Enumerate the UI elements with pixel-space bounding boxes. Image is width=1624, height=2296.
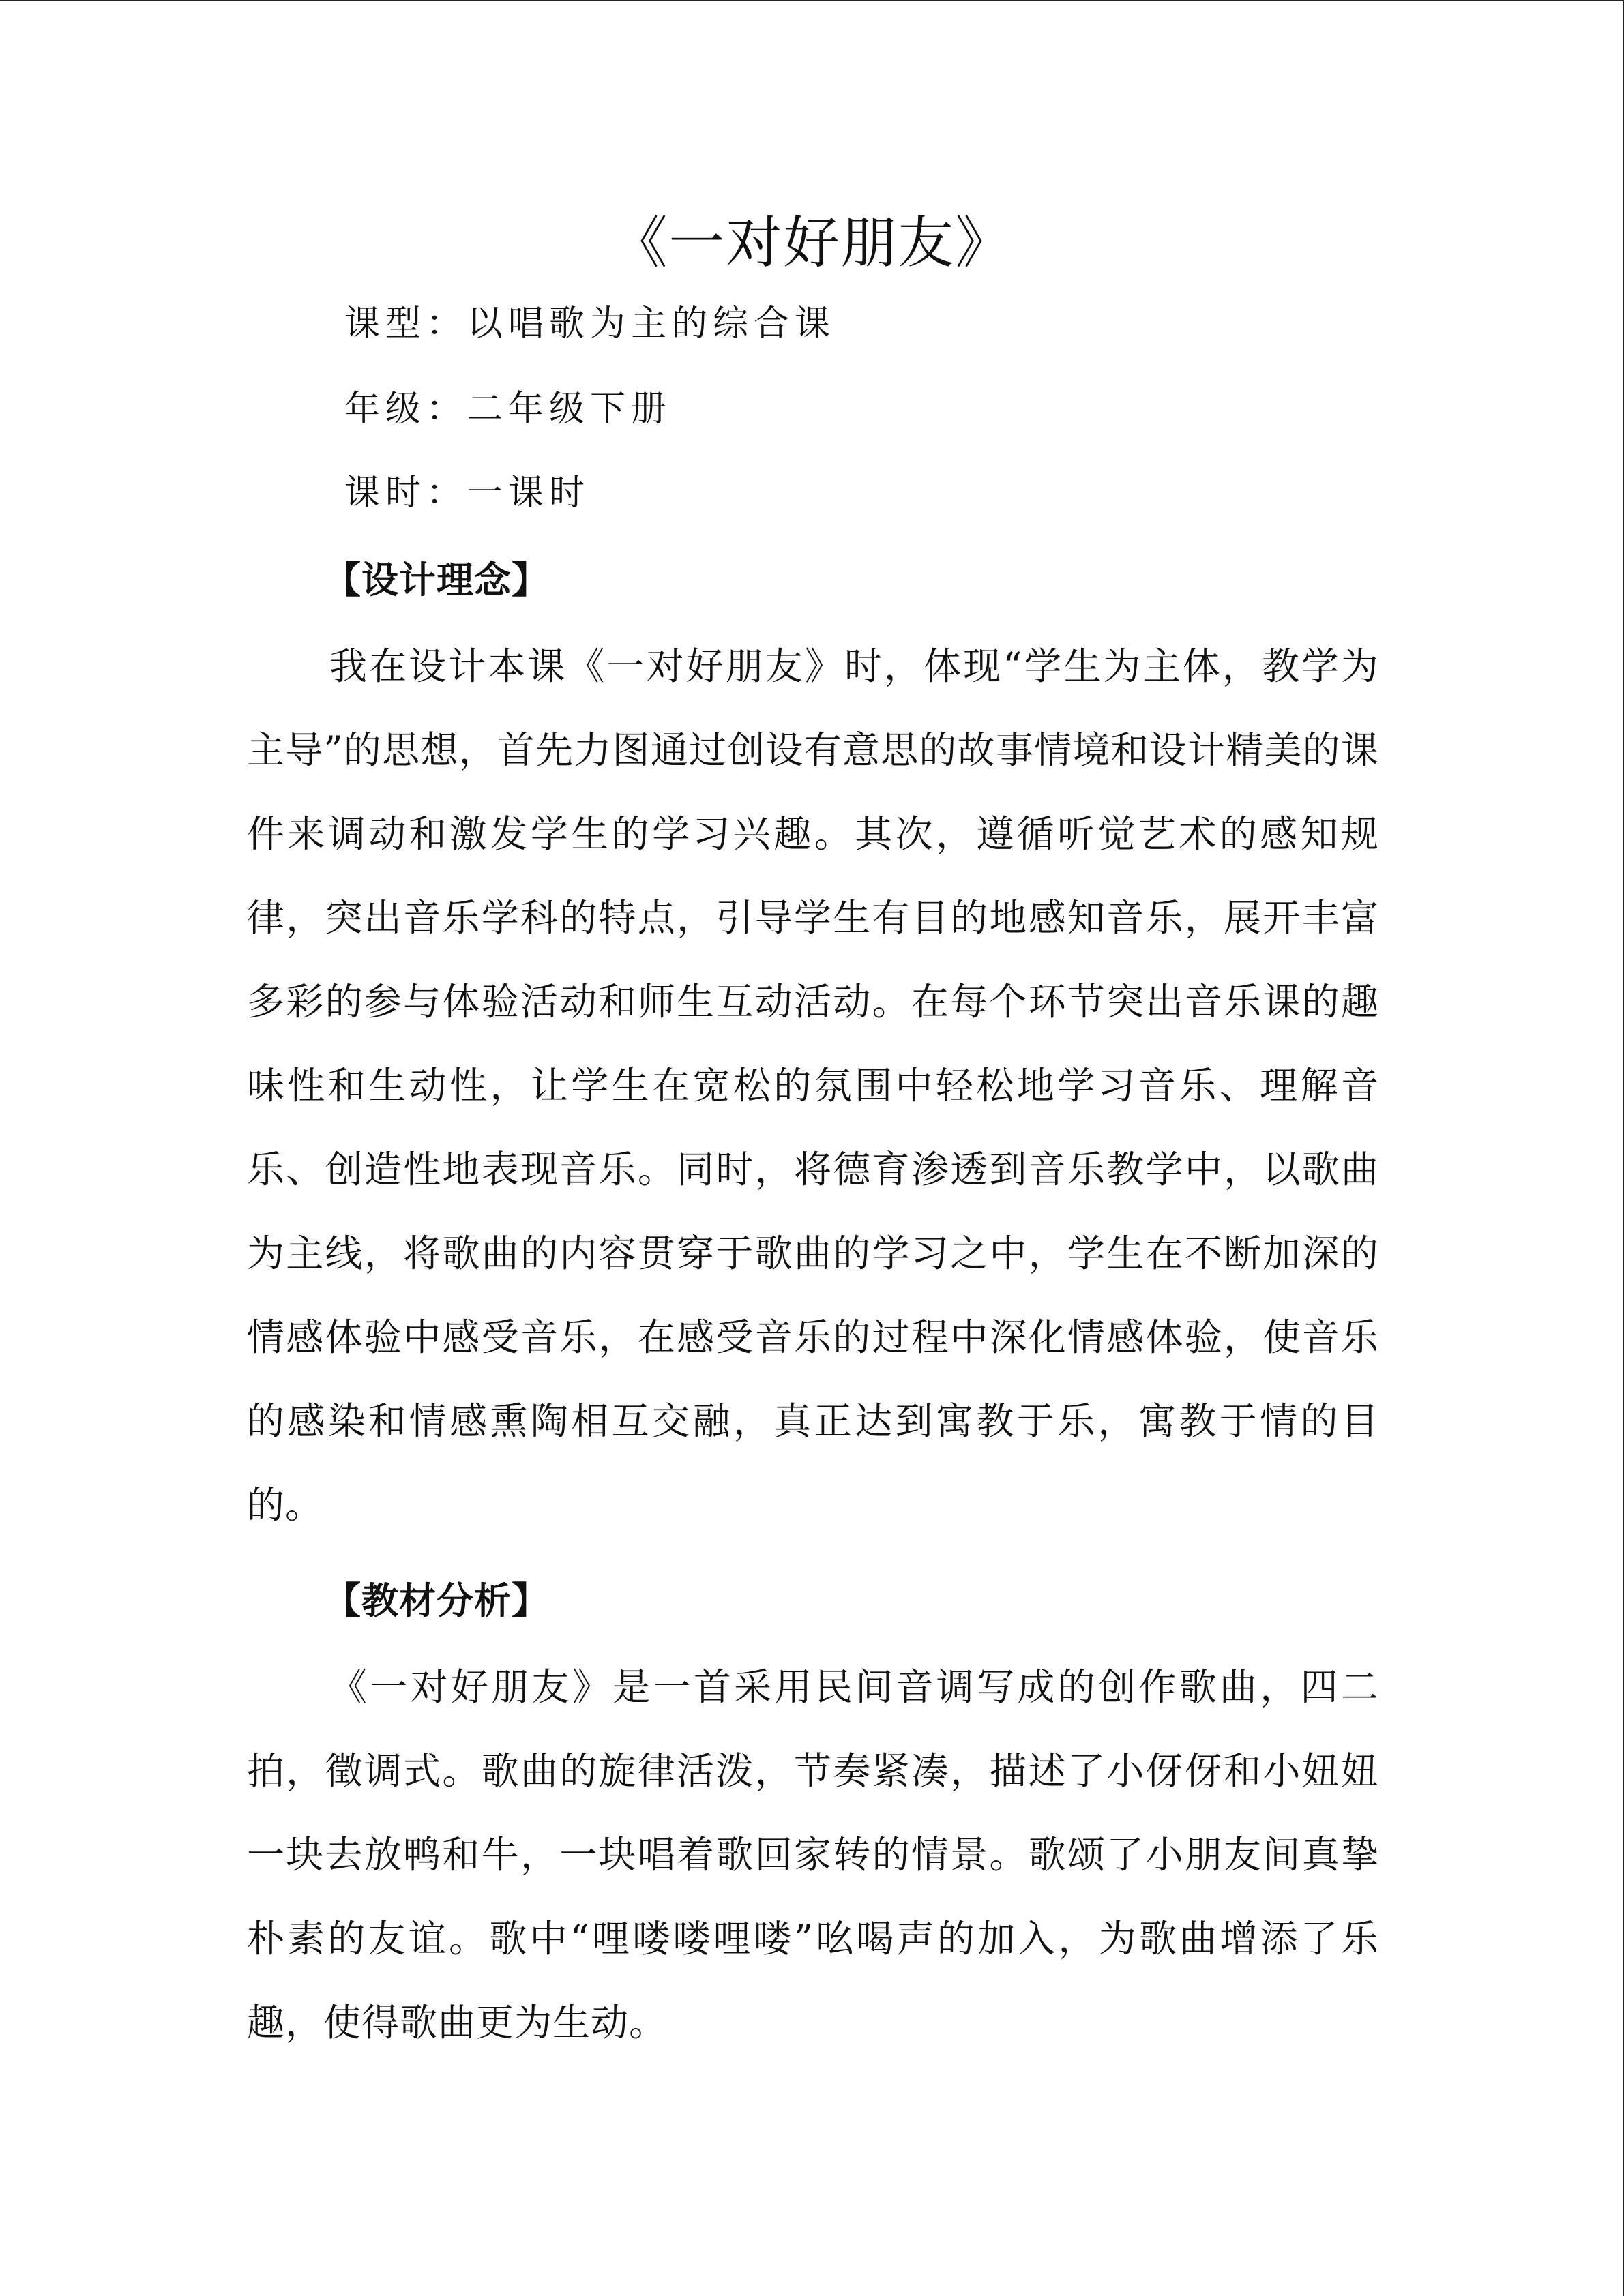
section-paragraph-design-concept: 我在设计本课《一对好朋友》时，体现“学生为主体，教学为主导”的思想，首先力图通过创设有意思的故事情境和设计精美的课件来调动和激发学生的学习兴趣。其次，遵循听觉艺术的感知规律，突出音乐学科的特点，引导学生有目的地感知音乐，展开丰富多彩的参与体验活动和师生互动活动。在每个环节突出音乐课的趣味性和生动性，让学生在宽松的氛围中轻松地学习音乐、理解音乐、创造性地表现音乐。同时，将德育渗透到音乐教学中，以歌曲为主线，将歌曲的内容贯穿于歌曲的学习之中，学生在不断加深的情感体验中感受音乐，在感受音乐的过程中深化情感体验，使音乐的感染和情感熏陶相互交融，真正达到寓教于乐，寓教于情的目的。 — [247, 644, 1379, 1527]
meta-lesson-type — [344, 297, 836, 351]
section-heading-material-analysis: 【教材分析】 — [324, 1579, 549, 1622]
meta-grade — [344, 382, 672, 436]
meta-period — [344, 466, 590, 520]
meta-lesson-type-label: 课型： — [344, 303, 468, 344]
meta-lesson-type-value: 以唱歌为主的综合课 — [467, 303, 836, 344]
section-heading-design-concept: 【设计理念】 — [324, 558, 549, 601]
meta-period-value: 一课时 — [467, 473, 591, 513]
section-paragraph-material-analysis: 《一对好朋友》是一首采用民间音调写成的创作歌曲，四二拍，徵调式。歌曲的旋律活泼，节奏紧凑，描述了小伢伢和小妞妞一块去放鸭和牛，一块唱着歌回家转的情景。歌颂了小朋友间真挚朴素的友谊。歌中“哩喽喽哩喽”吆喝声的加入，为歌曲增添了乐趣，使得歌曲更为生动。 — [247, 1665, 1379, 2044]
meta-grade-label: 年级： — [344, 389, 468, 430]
meta-period-label: 课时： — [344, 473, 468, 513]
meta-grade-value: 二年级下册 — [467, 389, 673, 430]
document-title: 《一对好朋友》 — [611, 211, 1013, 275]
